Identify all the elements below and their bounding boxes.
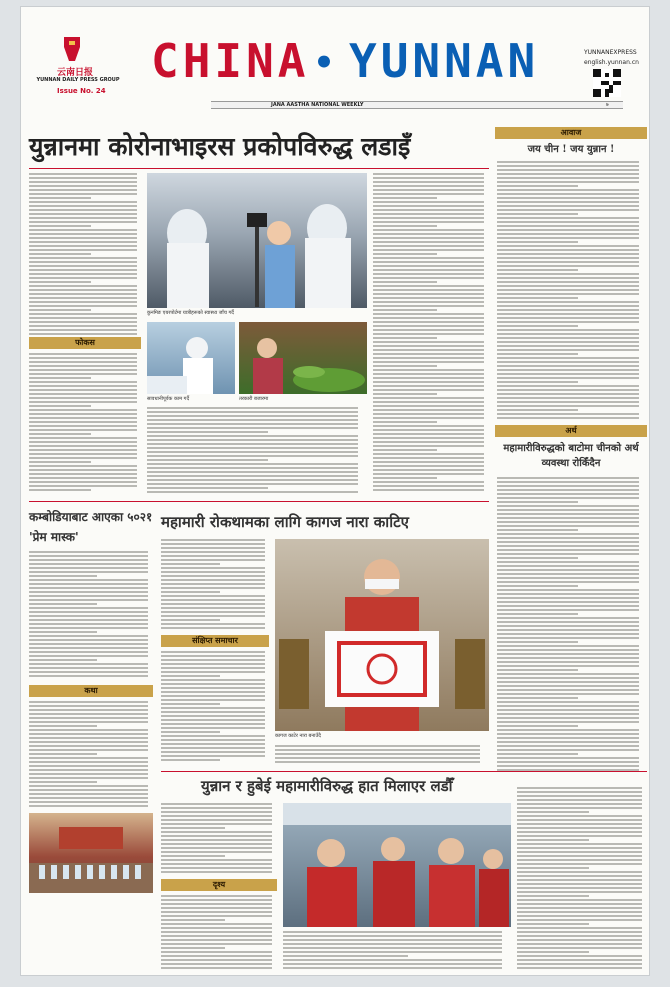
briefs-body: [161, 651, 269, 765]
papercut-body-col2: [275, 745, 489, 765]
site-url: english.yunnan.cn: [584, 59, 639, 66]
opinion-column: [495, 127, 647, 777]
papercut-body: [161, 539, 269, 631]
economy-body: [497, 477, 645, 773]
bottom-headline: युन्नान र हुबेई महामारीविरुद्ध हात मिलाएर लडौँ: [201, 777, 453, 795]
scene-body: [161, 895, 277, 973]
cambodia-body: [29, 551, 153, 681]
worker-photo: [147, 322, 235, 394]
bottom-body-col3: [517, 787, 647, 973]
papercut-photo: [275, 539, 489, 731]
bottom-divider: [161, 771, 647, 772]
qr-code-icon: [593, 69, 621, 97]
main-photo-caption: कुनमिङ एयरपोर्टमा यात्रीहरूको स्वास्थ्य जाँच गर्दै: [147, 310, 234, 316]
papercut-photo-caption: कागज काटेर नारा बनाउँदै: [275, 733, 321, 739]
section-tag-story: कथा: [29, 685, 153, 697]
main-headline: युन्नानमा कोरोनाभाइरस प्रकोपविरुद्ध लडाइँ: [29, 132, 411, 161]
section-tag-economy: अर्थ: [495, 425, 647, 437]
airport-screening-photo: [147, 173, 367, 308]
school-photo: [29, 813, 153, 893]
mid-divider: [29, 501, 489, 502]
weekly-name: JANA AASTHA NATIONAL WEEKLY: [271, 102, 364, 108]
main-story-body-col1: [29, 173, 141, 338]
story-body: [29, 701, 153, 809]
market-photo-caption: तरकारी बजारमा: [239, 396, 269, 402]
page-number: ७: [606, 102, 609, 108]
masthead: [21, 7, 651, 115]
market-photo: [239, 322, 367, 394]
focus-body: [29, 353, 141, 495]
section-tag-briefs: संक्षिप्त समाचार: [161, 635, 269, 647]
bottom-body-col1: [161, 803, 277, 875]
main-story-body-col2: [147, 407, 367, 495]
medical-team-photo: [283, 803, 511, 927]
section-tag-scene: दृश्य: [161, 879, 277, 891]
papercut-headline: महामारी रोकथामका लागि कागज नारा काटिए: [161, 513, 409, 531]
section-tag-focus: फोकस: [29, 337, 141, 349]
newspaper-page: [20, 6, 650, 976]
logo-chinese-mark: 云南日报: [56, 68, 93, 78]
yunnan-daily-logo-icon: [61, 37, 83, 63]
main-story-body-col3: [373, 173, 489, 495]
bottom-body-col2: [283, 931, 511, 973]
title-dot: •: [313, 43, 335, 83]
headline-divider: [29, 168, 489, 169]
worker-photo-caption: सावधानीपूर्वक काम गर्दै: [147, 396, 190, 402]
cambodia-headline: कम्बोडियाबाट आएका ५०२१ 'प्रेम मास्क': [29, 510, 153, 544]
economy-headline: महामारीविरुद्धको बाटोमा चीनको अर्थ व्यवस्था रोकिँदैन: [503, 443, 639, 469]
section-tag-voice: आवाज: [495, 127, 647, 139]
title-china: CHINA: [151, 34, 310, 88]
weekly-bar: [211, 101, 623, 109]
issue-number: Issue No. 24: [57, 87, 106, 95]
column-title: जय चीन ! जय युन्नान !: [527, 144, 615, 155]
site-name: YUNNANEXPRESS: [584, 49, 637, 56]
column-body: [497, 161, 645, 421]
title-yunnan: YUNNAN: [349, 34, 540, 88]
press-group-name: YUNNAN DAILY PRESS GROUP: [36, 77, 120, 83]
